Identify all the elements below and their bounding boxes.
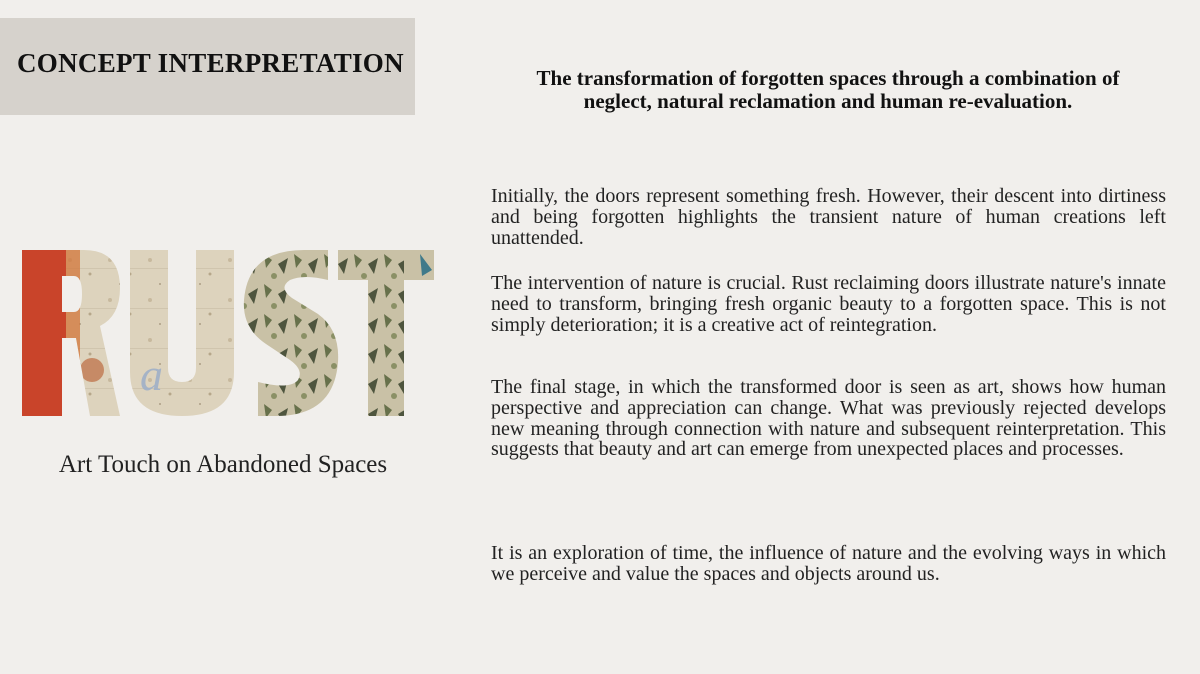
headline: The transformation of forgotten spaces through a combination of neglect, natural reclamation and human re-evaluation. (536, 66, 1120, 113)
paragraph-1: Initially, the doors represent something fresh. However, their descent into dirtiness and being forgotten highlights the transient nature of human creations left unattended. (491, 185, 1166, 249)
logo-letter-s (244, 250, 338, 416)
subtitle: Art Touch on Abandoned Spaces (58, 451, 388, 478)
logo-letter-r (22, 250, 120, 416)
paragraph-2: The intervention of nature is crucial. Rust reclaiming doors illustrate nature's innate need to transform, bringing fresh organic beauty to a forgotten space. This is not simply deterioration; it is a creative act of reintegration. (491, 272, 1166, 336)
paragraph-4: It is an exploration of time, the influence of nature and the evolving ways in which we perceive and value the spaces and objects around us. (491, 542, 1166, 585)
section-title: CONCEPT INTERPRETATION (17, 48, 404, 78)
rust-logo-image (22, 250, 434, 416)
paragraph-3: The final stage, in which the transformed door is seen as art, shows how human perspective and appreciation can change. What was previously rejected develops new meaning through connection with nature and subsequent reinterpretation. This suggests that beauty and art can emerge from unexpected places and processes. (491, 376, 1166, 461)
logo-decal: a (140, 349, 163, 400)
